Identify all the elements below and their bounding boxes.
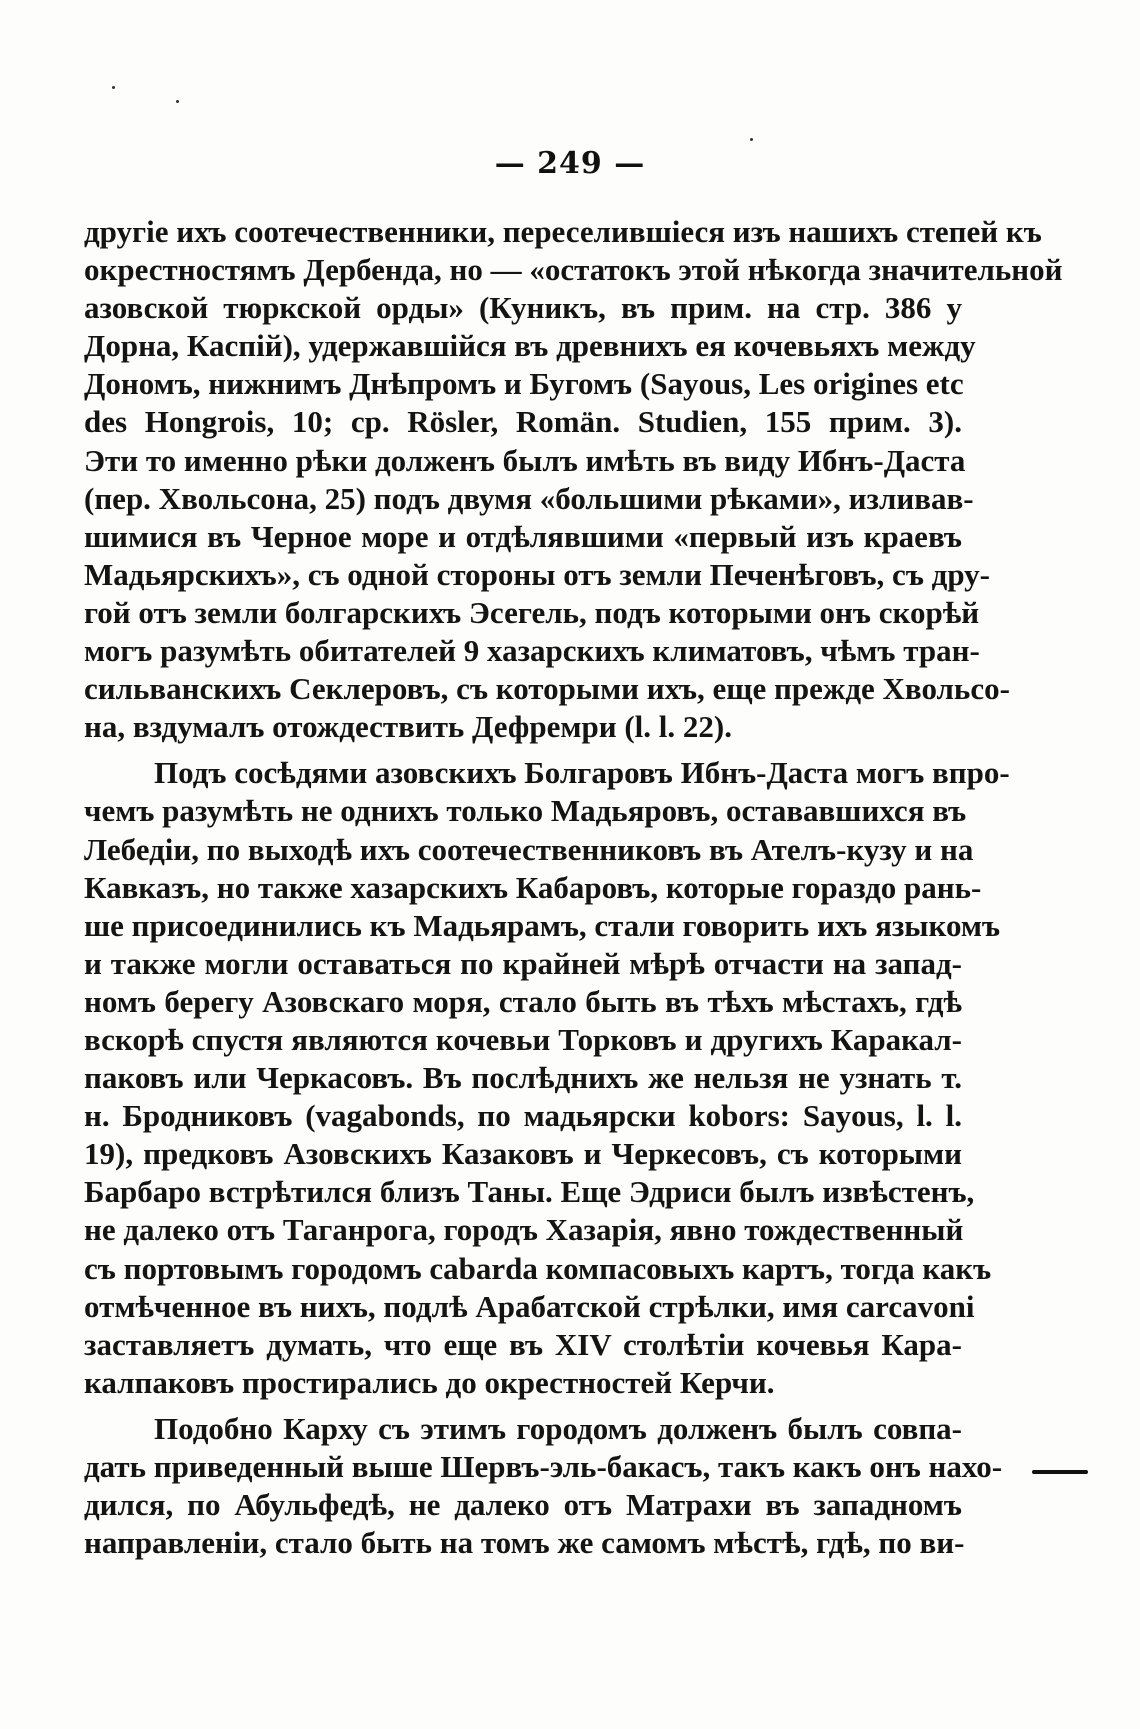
text-line: Подобно Карху съ этимъ городомъ долженъ былъ совпа-	[154, 1410, 962, 1446]
text-line: Эти то именно рѣки долженъ былъ имѣть въ виду Ибнъ-Даста	[84, 442, 966, 478]
text-line: дился, по Абульфедѣ, не далеко отъ Матрахи въ западномъ	[84, 1487, 962, 1523]
paragraph-gap	[84, 746, 962, 754]
scan-speck	[750, 138, 753, 141]
paragraph	[84, 213, 1063, 746]
paragraph-gap	[84, 1402, 962, 1410]
text-line: окрестностямъ Дербенда, но — «остатокъ этой нѣкогда значительной	[84, 252, 1063, 288]
text-line: гой отъ земли болгарскихъ Эсегель, подъ которыми онъ скорѣй	[84, 594, 980, 630]
text-line: ше присоединились къ Мадьярамъ, стали говорить ихъ языкомъ	[84, 907, 1001, 943]
paragraph	[84, 754, 1010, 1402]
text-line: Лебедіи, по выходѣ ихъ соотечественниковъ въ Ателъ-кузу и на	[84, 831, 974, 867]
scan-speck	[112, 86, 115, 89]
text-line: направленіи, стало быть на томъ же самомъ мѣстѣ, гдѣ, по ви-	[84, 1525, 965, 1561]
text-line: азовской тюркской орды» (Куникъ, въ прим. на стр. 386 у	[84, 290, 962, 326]
text-line: заставляетъ думать, что еще въ XIV столѣтіи кочевья Кара-	[84, 1326, 962, 1362]
text-line: съ портовымъ городомъ cabarda компасовыхъ картъ, тогда какъ	[84, 1250, 992, 1286]
text-line: Кавказъ, но также хазарскихъ Кабаровъ, которые гораздо рань-	[84, 869, 982, 905]
text-line: калпаковъ простирались до окрестностей Керчи.	[84, 1364, 775, 1400]
margin-dash-mark	[1032, 1470, 1088, 1474]
text-line: Барбаро встрѣтился близъ Таны. Еще Эдриси былъ извѣстенъ,	[84, 1174, 975, 1210]
text-line: вскорѣ спустя являются кочевьи Торковъ и другихъ Каракал-	[84, 1021, 962, 1057]
text-line: шимися въ Черное море и отдѣлявшими «первый изъ краевъ	[84, 518, 962, 554]
text-line: не далеко отъ Таганрога, городъ Хазарія, явно тождественный	[84, 1212, 964, 1248]
text-line: Дорна, Каспій), удержавшійся въ древнихъ ея кочевьяхъ между	[84, 328, 976, 364]
text-line: паковъ или Черкасовъ. Въ послѣднихъ же нельзя не узнать т.	[84, 1060, 962, 1096]
text-line: чемъ разумѣть не однихъ только Мадьяровъ, остававшихся въ	[84, 793, 967, 829]
text-line: дать приведенный выше Шервъ-эль-бакасъ, такъ какъ онъ нахо-	[84, 1449, 1003, 1484]
text-line: и также могли оставаться по крайней мѣрѣ отчасти на запад-	[84, 945, 962, 981]
text-line: Дономъ, нижнимъ Днѣпромъ и Бугомъ (Sayous, Les origines etc	[84, 366, 964, 402]
text-line: Подъ сосѣдями азовскихъ Болгаровъ Ибнъ-Даста могъ впро-	[154, 755, 1010, 791]
text-line: Мадьярскихъ», съ одной стороны отъ земли Печенѣговъ, съ дру-	[84, 556, 990, 592]
page-number: — 249 —	[494, 146, 646, 181]
text-line: des Hongrois, 10; cp. Rösler, Romän. Studien, 155 прим. 3).	[84, 404, 962, 440]
body-text	[84, 213, 1063, 1562]
scan-speck	[176, 100, 179, 103]
text-line: другіе ихъ соотечественники, переселившіеся изъ нашихъ степей къ	[84, 214, 1042, 249]
text-line: (пер. Хвольсона, 25) подъ двумя «большими рѣками», изливав-	[84, 480, 974, 516]
text-line: отмѣченное въ нихъ, подлѣ Арабатской стрѣлки, имя carcavoni	[84, 1288, 975, 1324]
text-line: н. Бродниковъ (vagabonds, по мадьярски kobors: Sayous, l. l.	[84, 1098, 962, 1134]
text-line: сильванскихъ Секлеровъ, съ которыми ихъ, еще прежде Хвольсо-	[84, 671, 1010, 707]
text-line: на, вздумалъ отождествить Дефремри (l. l. 22).	[84, 709, 732, 745]
text-line: могъ разумѣть обитателей 9 хазарскихъ климатовъ, чѣмъ тран-	[84, 633, 980, 669]
text-line: 19), предковъ Азовскихъ Казаковъ и Черкесовъ, съ которыми	[84, 1136, 962, 1172]
text-line: номъ берегу Азовскаго моря, стало быть въ тѣхъ мѣстахъ, гдѣ	[84, 983, 962, 1019]
paragraph	[84, 1410, 1003, 1562]
